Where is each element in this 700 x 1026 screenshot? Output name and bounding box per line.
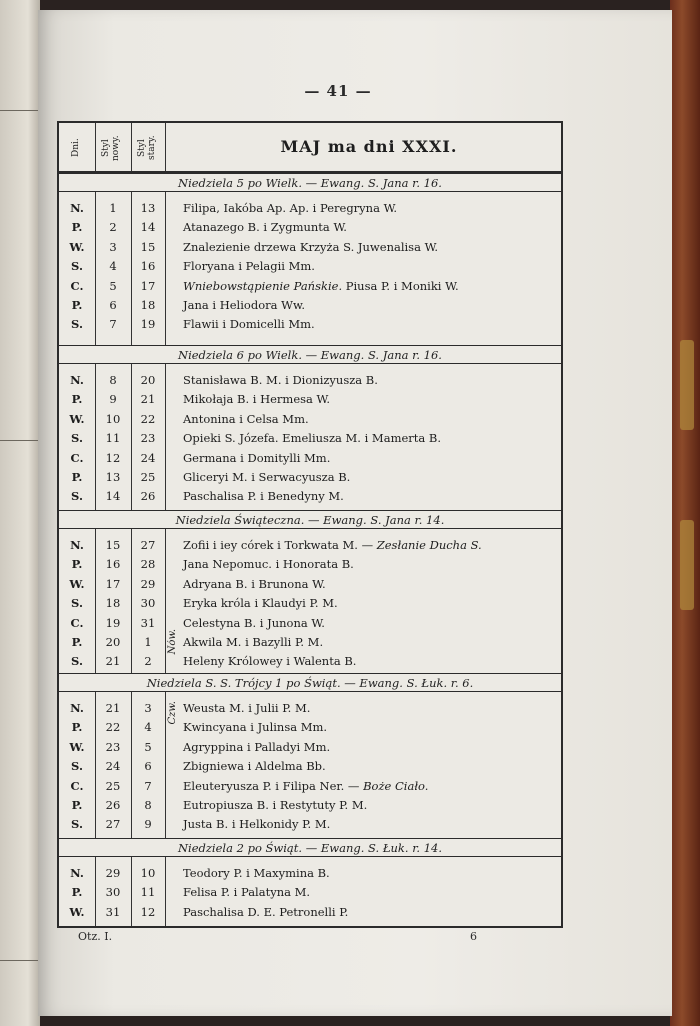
weekday-cell: P. <box>71 298 83 312</box>
saints-names: Atanazego B. i Zygmunta W. <box>183 220 347 235</box>
month-title: MAJ ma dni XXXI. <box>280 137 458 156</box>
table-header <box>59 123 561 173</box>
new-style-date-cell: 21 <box>105 654 121 669</box>
old-style-date-cell: 12 <box>140 904 156 919</box>
saints-names: Floryana i Pelagii Mm. <box>183 259 315 274</box>
saints-names: Piusa P. i Moniki W. <box>342 278 459 293</box>
weekday-cell: S. <box>71 654 83 669</box>
day-row <box>59 883 561 902</box>
footer-signature-left: Otz. I. <box>78 930 113 943</box>
new-style-date-cell: 5 <box>109 278 117 293</box>
book-cover-edge <box>670 0 700 1026</box>
new-style-date-cell: 6 <box>109 298 117 312</box>
new-style-date-cell: 30 <box>105 885 121 900</box>
new-style-date-cell: 17 <box>105 576 121 591</box>
weekday-cell: N. <box>70 538 84 552</box>
weekday-cell: N. <box>70 373 84 387</box>
old-style-date-cell: 22 <box>140 411 156 426</box>
day-row <box>59 738 561 757</box>
left-page-rule <box>0 440 40 441</box>
saints-names-cell <box>183 487 344 506</box>
day-row <box>59 277 561 296</box>
saints-names: Weusta M. i Julii P. M. <box>183 701 311 715</box>
weekday-cell: C. <box>70 778 84 793</box>
left-page-rule <box>0 960 40 961</box>
saints-names: Znalezienie drzewa Krzyża S. Juwenalisa W. <box>183 239 439 254</box>
gilt-ornament <box>680 340 694 430</box>
saints-names-cell <box>183 777 428 796</box>
saints-names-cell <box>183 718 327 737</box>
weekday-cell: P. <box>71 470 83 484</box>
day-row <box>59 575 561 594</box>
saints-names-cell <box>183 315 315 334</box>
new-style-date-cell: 29 <box>105 866 121 880</box>
old-style-date-cell: 14 <box>140 220 156 235</box>
saints-names: Justa B. i Helkonidy P. M. <box>183 817 331 832</box>
weekday-cell: P. <box>71 885 83 900</box>
gilt-ornament <box>680 520 694 610</box>
new-style-date-cell: 1 <box>109 201 117 215</box>
weekday-cell: S. <box>71 259 83 274</box>
day-row <box>59 815 561 834</box>
new-style-date-cell: 20 <box>105 635 121 649</box>
old-style-date-cell: 4 <box>144 720 152 735</box>
column-header-old-style: Styl stary. <box>137 135 157 161</box>
saints-names-cell <box>183 390 330 409</box>
old-style-date-cell: 28 <box>140 557 156 572</box>
weekday-cell: C. <box>70 615 84 630</box>
new-style-date-cell: 11 <box>105 431 121 446</box>
saints-names-cell <box>183 257 315 276</box>
old-style-date-cell: 10 <box>140 866 156 880</box>
saints-names-cell <box>183 536 482 555</box>
day-row <box>59 555 561 574</box>
day-row <box>59 238 561 257</box>
saints-names: Paschalisa P. i Benedyny M. <box>183 489 344 504</box>
saints-names-cell <box>183 614 325 633</box>
weekday-cell: S. <box>71 431 83 446</box>
saints-names-cell <box>183 594 338 613</box>
weekday-cell: P. <box>71 557 83 572</box>
saints-names-cell <box>183 371 378 390</box>
old-style-date-cell: 6 <box>144 759 152 774</box>
new-style-date-cell: 15 <box>105 538 121 552</box>
weekday-cell: S. <box>71 817 83 832</box>
new-style-date-cell: 2 <box>109 220 117 235</box>
old-style-date-cell: 21 <box>140 392 156 407</box>
saints-names-cell <box>183 757 326 776</box>
footer-signature-number: 6 <box>470 930 477 943</box>
left-page-rule <box>0 110 40 111</box>
day-row <box>59 903 561 922</box>
weekday-cell: W. <box>69 576 85 591</box>
new-style-date-cell: 25 <box>105 778 121 793</box>
saints-names-cell <box>183 410 309 429</box>
day-row <box>59 594 561 613</box>
moon-phase-label: Czw. <box>167 701 178 725</box>
new-style-date-cell: 23 <box>105 739 121 754</box>
day-row <box>59 429 561 448</box>
new-style-date-cell: 27 <box>105 817 121 832</box>
saints-names: Stanisława B. M. i Dionizyusza B. <box>183 373 378 387</box>
day-row <box>59 652 561 671</box>
weekday-cell: C. <box>70 278 84 293</box>
saints-names-cell <box>183 296 305 315</box>
new-style-date-cell: 8 <box>109 373 117 387</box>
column-header-day: Dni. <box>71 138 81 158</box>
saints-names-cell <box>183 468 350 487</box>
saints-names: Jana i Heliodora Ww. <box>183 298 306 312</box>
day-row <box>59 536 561 555</box>
old-style-date-cell: 3 <box>144 701 152 715</box>
day-row <box>59 390 561 409</box>
saints-names: Paschalisa D. E. Petronelli P. <box>183 904 349 919</box>
feast-name: Wniebowstąpienie Pańskie. <box>183 278 343 293</box>
saints-names-cell <box>183 738 330 757</box>
old-style-date-cell: 31 <box>140 615 156 630</box>
saints-names: Filipa, Iakóba Ap. Ap. i Peregryna W. <box>183 201 398 215</box>
old-style-date-cell: 19 <box>140 317 156 332</box>
day-row <box>59 614 561 633</box>
old-style-date-cell: 11 <box>140 885 156 900</box>
saints-names: Eutropiusza B. i Restytuty P. M. <box>183 798 368 812</box>
saints-names: Kwincyana i Julinsa Mm. <box>183 720 328 735</box>
day-row <box>59 315 561 334</box>
day-row <box>59 468 561 487</box>
calendar-table <box>57 121 563 928</box>
weekday-cell: P. <box>71 720 83 735</box>
moon-phase-label: Nów. <box>167 629 178 655</box>
new-style-date-cell: 13 <box>105 470 121 484</box>
new-style-date-cell: 14 <box>105 489 121 504</box>
old-style-date-cell: 25 <box>140 470 156 484</box>
saints-names-cell <box>183 815 330 834</box>
saints-names: Gliceryi M. i Serwacyusza B. <box>183 470 351 484</box>
week-heading: Niedziela S. S. Trójcy 1 po Świąt. — Ewang. S. Łuk. r. 6. <box>59 673 561 692</box>
saints-names-cell <box>183 199 397 218</box>
column-header-new-style: Styl nowy. <box>101 135 121 161</box>
saints-names-cell <box>183 864 330 883</box>
day-row <box>59 410 561 429</box>
weekday-cell: S. <box>71 759 83 774</box>
saints-names: Akwila M. i Bazylli P. M. <box>183 635 324 649</box>
week-heading: Niedziela Świąteczna. — Ewang. S. Jana r. 14. <box>59 510 561 529</box>
weekday-cell: S. <box>71 596 83 611</box>
old-style-date-cell: 8 <box>144 798 152 812</box>
week-heading: Niedziela 2 po Świąt. — Ewang. S. Łuk. r. 14. <box>59 838 561 857</box>
new-style-date-cell: 4 <box>109 259 117 274</box>
saints-names: Flawii i Domicelli Mm. <box>183 317 315 332</box>
day-row <box>59 257 561 276</box>
saints-names: Eleuteryusza P. i Filipa Ner. — <box>183 778 364 793</box>
saints-names-cell <box>183 883 310 902</box>
day-row <box>59 199 561 218</box>
day-row <box>59 449 561 468</box>
new-style-date-cell: 16 <box>105 557 121 572</box>
old-style-date-cell: 1 <box>144 635 152 649</box>
new-style-date-cell: 9 <box>109 392 117 407</box>
new-style-date-cell: 10 <box>105 411 121 426</box>
saints-names: Celestyna B. i Junona W. <box>183 615 325 630</box>
old-style-date-cell: 27 <box>140 538 156 552</box>
day-row <box>59 796 561 815</box>
old-style-date-cell: 29 <box>140 576 156 591</box>
old-style-date-cell: 2 <box>144 654 152 669</box>
old-style-date-cell: 24 <box>140 450 156 465</box>
weekday-cell: P. <box>71 392 83 407</box>
saints-names-cell <box>183 796 367 815</box>
saints-names: Zofii i iey córek i Torkwata M. — <box>183 538 377 552</box>
old-style-date-cell: 15 <box>140 239 156 254</box>
new-style-date-cell: 26 <box>105 798 121 812</box>
day-row <box>59 296 561 315</box>
new-style-date-cell: 12 <box>105 450 121 465</box>
saints-names-cell <box>183 575 326 594</box>
saints-names: Felisa P. i Palatyna M. <box>183 885 311 900</box>
saints-names: Jana Nepomuc. i Honorata B. <box>183 557 354 572</box>
weekday-cell: P. <box>71 635 83 649</box>
old-style-date-cell: 23 <box>140 431 156 446</box>
saints-names-cell <box>183 903 348 922</box>
day-row <box>59 218 561 237</box>
saints-names: Mikołaja B. i Hermesa W. <box>183 392 331 407</box>
saints-names-cell <box>183 633 323 652</box>
saints-names: Antonina i Celsa Mm. <box>183 411 309 426</box>
saints-names: Opieki S. Józefa. Emeliusza M. i Mamerta B. <box>183 431 442 446</box>
old-style-date-cell: 30 <box>140 596 156 611</box>
saints-names: Agryppina i Palladyi Mm. <box>183 739 331 754</box>
saints-names-cell <box>183 277 459 296</box>
new-style-date-cell: 31 <box>105 904 121 919</box>
day-row <box>59 718 561 737</box>
week-heading: Niedziela 6 po Wielk. — Ewang. S. Jana r. 16. <box>59 345 561 364</box>
weekday-cell: C. <box>70 450 84 465</box>
saints-names-cell <box>183 699 310 718</box>
weekday-cell: W. <box>69 239 85 254</box>
new-style-date-cell: 24 <box>105 759 121 774</box>
old-style-date-cell: 17 <box>140 278 156 293</box>
new-style-date-cell: 22 <box>105 720 121 735</box>
weekday-cell: W. <box>69 739 85 754</box>
feast-name: Zesłanie Ducha S. <box>376 538 482 552</box>
feast-name: Boże Ciało. <box>363 778 429 793</box>
saints-names-cell <box>183 218 347 237</box>
new-style-date-cell: 7 <box>109 317 117 332</box>
page-number: — 41 — <box>304 82 372 100</box>
week-heading: Niedziela 5 po Wielk. — Ewang. S. Jana r. 16. <box>59 173 561 192</box>
new-style-date-cell: 21 <box>105 701 121 715</box>
day-row <box>59 487 561 506</box>
day-row <box>59 633 561 652</box>
saints-names: Adryana B. i Brunona W. <box>183 576 326 591</box>
old-style-date-cell: 18 <box>140 298 156 312</box>
old-style-date-cell: 7 <box>144 778 152 793</box>
saints-names-cell <box>183 555 354 574</box>
weekday-cell: W. <box>69 904 85 919</box>
old-style-date-cell: 26 <box>140 489 156 504</box>
saints-names: Heleny Królowey i Walenta B. <box>183 654 357 669</box>
saints-names: Teodory P. i Maxymina B. <box>183 866 330 880</box>
old-style-date-cell: 9 <box>144 817 152 832</box>
weekday-cell: N. <box>70 701 84 715</box>
new-style-date-cell: 3 <box>109 239 117 254</box>
day-row <box>59 699 561 718</box>
saints-names-cell <box>183 652 356 671</box>
saints-names-cell <box>183 429 441 448</box>
weekday-cell: P. <box>71 798 83 812</box>
new-style-date-cell: 19 <box>105 615 121 630</box>
day-row <box>59 371 561 390</box>
saints-names-cell <box>183 238 438 257</box>
saints-names: Eryka króla i Klaudyi P. M. <box>183 596 338 611</box>
saints-names: Zbigniewa i Aldelma Bb. <box>183 759 326 774</box>
new-style-date-cell: 18 <box>105 596 121 611</box>
day-row <box>59 864 561 883</box>
old-style-date-cell: 13 <box>140 201 156 215</box>
left-page-edge <box>0 0 40 1026</box>
day-row <box>59 777 561 796</box>
weekday-cell: W. <box>69 411 85 426</box>
old-style-date-cell: 5 <box>144 739 152 754</box>
old-style-date-cell: 16 <box>140 259 156 274</box>
weekday-cell: N. <box>70 201 84 215</box>
weekday-cell: S. <box>71 317 83 332</box>
weekday-cell: N. <box>70 866 84 880</box>
saints-names: Germana i Domitylli Mm. <box>183 450 331 465</box>
saints-names-cell <box>183 449 330 468</box>
day-row <box>59 757 561 776</box>
old-style-date-cell: 20 <box>140 373 156 387</box>
weekday-cell: P. <box>71 220 83 235</box>
weekday-cell: S. <box>71 489 83 504</box>
